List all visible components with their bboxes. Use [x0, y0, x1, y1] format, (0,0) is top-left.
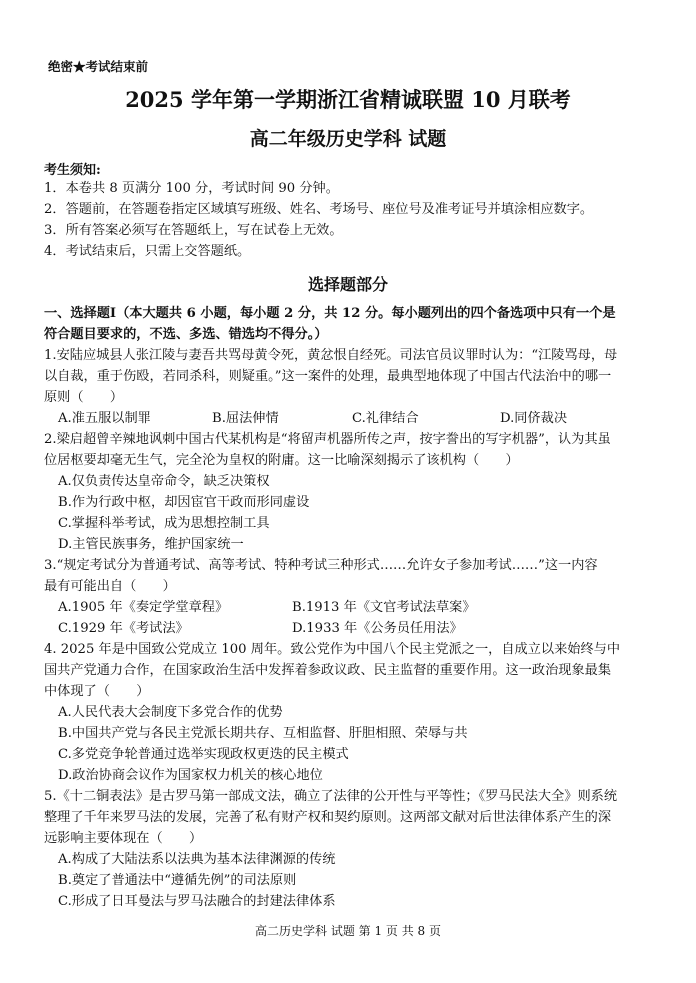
question-4-option-a: A.人民代表大会制度下多党合作的优势 — [58, 705, 283, 720]
question-3-option-d: D.1933 年《公务员任用法》 — [292, 621, 463, 636]
question-4-option-d: D.政治协商会议作为国家权力机关的核心地位 — [58, 768, 323, 783]
question-3-option-b: B.1913 年《文官考试法草案》 — [292, 600, 476, 615]
notice-item: 2．答题前，在答题卷指定区域填写班级、姓名、考场号、座位号及准考证号并填涂相应数字。 — [44, 202, 594, 217]
exam-title: 2025 学年第一学期浙江省精诚联盟 10 月联考 — [125, 87, 571, 112]
question-5-option-b: B.奠定了普通法中“遵循先例”的司法原则 — [58, 873, 297, 888]
question-4-option-b: B.中国共产党与各民主党派长期共存、互相监督、肝胆相照、荣辱与共 — [58, 726, 468, 741]
notice-heading: 考生须知: — [44, 163, 101, 178]
question-2-option-c: C.掌握科举考试，成为思想控制工具 — [58, 516, 270, 531]
question-1-line: 原则（ ） — [44, 390, 124, 405]
notice-item: 1．本卷共 8 页满分 100 分，考试时间 90 分钟。 — [44, 181, 339, 196]
question-4-option-c: C.多党竞争轮普通过选举实现政权更迭的民主模式 — [58, 747, 349, 762]
page-footer: 高二历史学科 试题 第 1 页 共 8 页 — [255, 924, 441, 938]
question-4-line: 国共产党通力合作，在国家政治生活中发挥着参政议政、民主监督的重要作用。这一政治现象最集 — [44, 663, 612, 678]
question-1-option-b: B.屈法伸情 — [212, 411, 279, 426]
question-4-line: 中体现了（ ） — [44, 684, 150, 699]
question-3-option-c: C.1929 年《考试法》 — [58, 621, 189, 636]
question-1-option-d: D.同侪裁决 — [500, 411, 568, 426]
question-2-option-a: A.仅负责传达皇帝命令，缺乏决策权 — [58, 474, 270, 489]
question-1-option-c: C.礼律结合 — [352, 411, 419, 426]
question-2-line: 2.梁启超曾辛辣地讽刺中国古代某机构是“将留声机器所传之声，按字誊出的写字机器”，认为其虽 — [44, 432, 611, 447]
question-1-line: 以自裁，重于伤殴，若同杀科，则疑重。”这一案件的处理，最典型地体现了中国古代法治中的哪一 — [44, 369, 612, 384]
question-2-line: 位居枢要却毫无生气，完全沦为皇权的附庸。这一比喻深刻揭示了该机构（ ） — [44, 453, 519, 468]
question-2-option-b: B.作为行政中枢，却因宦官干政而形同虚设 — [58, 495, 310, 510]
question-5-line: 5.《十二铜表法》是古罗马第一部成文法，确立了法律的公开性与平等性；《罗马民法大全》则系统 — [44, 789, 618, 804]
part-intro-line: 符合题目要求的，不选、多选、错选均不得分。） — [44, 327, 328, 342]
question-5-option-c: C.形成了日耳曼法与罗马法融合的封建法律体系 — [58, 894, 336, 909]
question-5-line: 远影响主要体现在（ ） — [44, 831, 203, 846]
question-5-line: 整理了千年来罗马法的发展，完善了私有财产权和契约原则。这两部文献对后世法律体系产生的深 — [44, 810, 612, 825]
question-3-line: 最有可能出自（ ） — [44, 579, 176, 594]
question-1-option-a: A.准五服以制罪 — [58, 411, 151, 426]
question-3-line: 3.“规定考试分为普通考试、高等考试、特种考试三种形式……允许女子参加考试……”这一内容 — [44, 558, 598, 573]
notice-item: 4．考试结束后，只需上交答题纸。 — [44, 244, 251, 259]
question-4-line: 4. 2025 年是中国致公党成立 100 周年。致公党作为中国八个民主党派之一，自成立以来始终与中 — [44, 642, 621, 657]
question-3-option-a: A.1905 年《奏定学堂章程》 — [58, 600, 229, 615]
confidential-label: 绝密★考试结束前 — [48, 59, 149, 74]
question-5-option-a: A.构成了大陆法系以法典为基本法律渊源的传统 — [58, 852, 336, 867]
question-2-option-d: D.主管民族事务，维护国家统一 — [58, 537, 244, 552]
part-intro-line: 一、选择题Ⅰ（本大题共 6 小题，每小题 2 分，共 12 分。每小题列出的四个备选项中只有一个是 — [44, 306, 616, 321]
notice-item: 3．所有答案必须写在答题纸上，写在试卷上无效。 — [44, 223, 343, 238]
exam-subtitle: 高二年级历史学科 试题 — [249, 128, 447, 150]
section-title: 选择题部分 — [307, 275, 388, 294]
question-1-line: 1.安陆应城县人张江陵与妻吾共骂母黄令死，黄忿恨自经死。司法官员议罪时认为：“江陵骂母，母 — [44, 348, 618, 363]
